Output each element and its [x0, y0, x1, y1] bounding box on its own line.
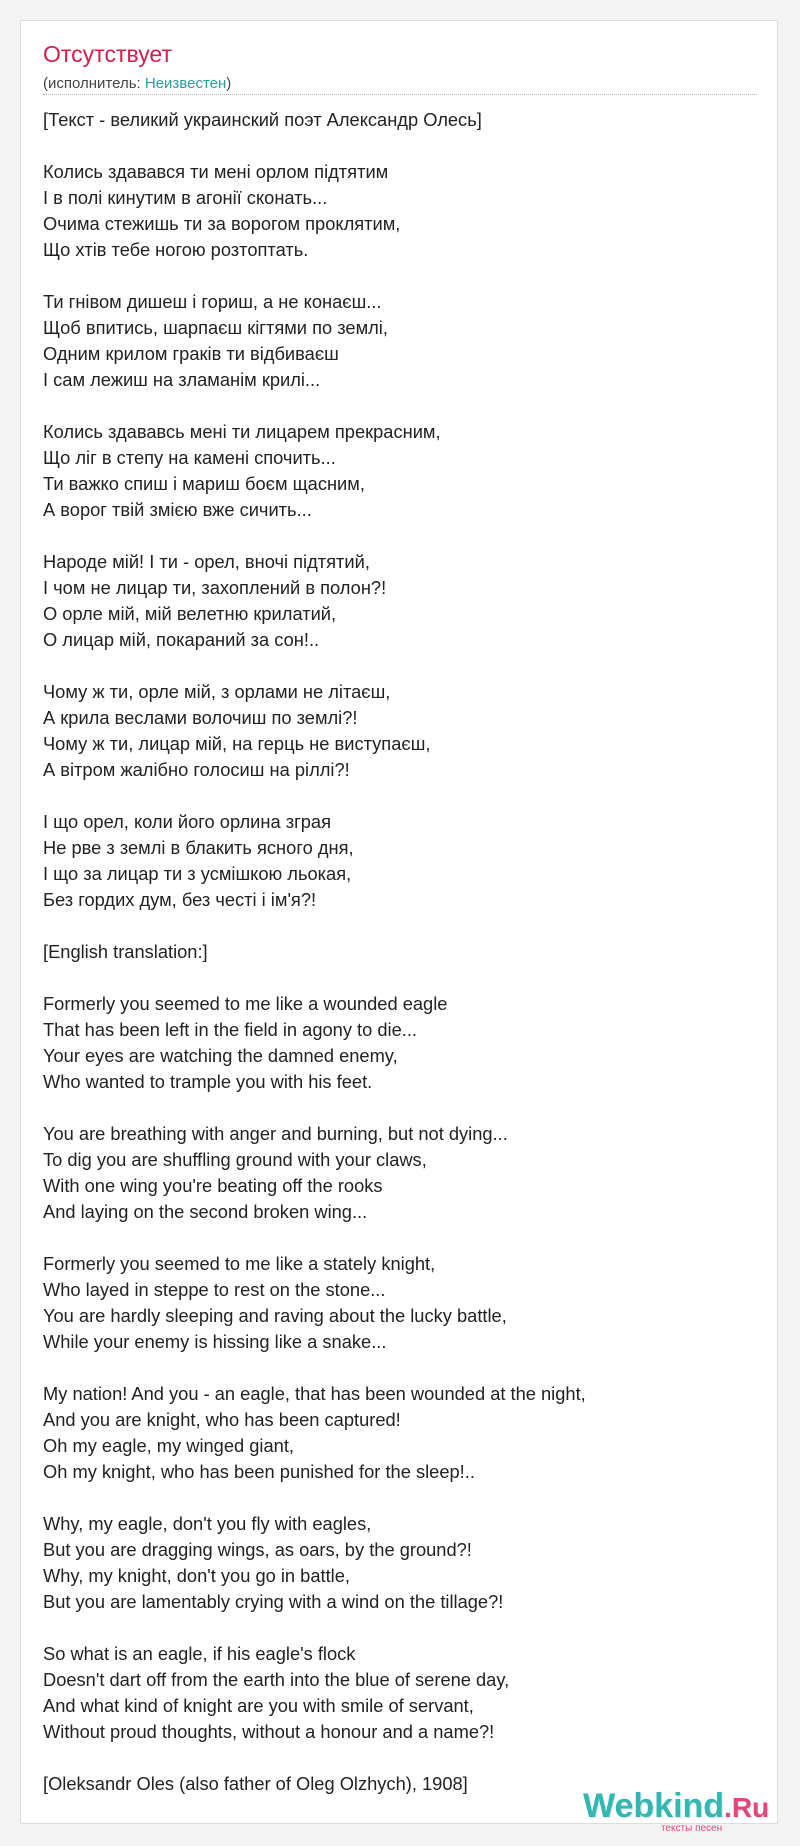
- lyric-line: І що за лицар ти з усмішкою льокая,: [43, 863, 352, 884]
- lyric-line: О орле мій, мій велетню крилатий,: [43, 603, 337, 624]
- lyric-line: Очима стежишь ти за ворогом проклятим,: [43, 213, 401, 234]
- lyric-line: Formerly you seemed to me like a stately knight,: [43, 1253, 436, 1274]
- lyric-line: Колись здавався ти мені орлом підтятим: [43, 161, 389, 182]
- lyric-line: А крила веслами волочиш по землі?!: [43, 707, 358, 728]
- stanza-break: [43, 1095, 763, 1121]
- lyric-line: Your eyes are watching the damned enemy,: [43, 1045, 398, 1066]
- performer-link[interactable]: Неизвестен: [144, 75, 227, 92]
- lyric-line: With one wing you're beating off the rooks: [43, 1175, 383, 1196]
- stanza-break: [43, 393, 763, 419]
- lyric-line: О лицар мій, покараний за сон!..: [43, 629, 320, 650]
- lyric-line: Колись здававсь мені ти лицарем прекрасним,: [43, 421, 441, 442]
- lyric-line: And what kind of knight are you with smile of servant,: [43, 1695, 474, 1716]
- lyric-line: Who layed in steppe to rest on the stone...: [43, 1279, 386, 1300]
- logo-tagline: тексты песен: [661, 1823, 723, 1834]
- stanza-break: [43, 783, 763, 809]
- lyric-line: Щоб впитись, шарпаєш кігтями по землі,: [43, 317, 388, 338]
- lyric-line: Що хтів тебе ногою розтоптать.: [43, 239, 309, 260]
- lyrics-card: [20, 20, 778, 1834]
- song-title: Отсутствует: [43, 41, 172, 67]
- lyric-line: So what is an eagle, if his eagle's flock: [43, 1643, 356, 1664]
- lyric-line: І що орел, коли його орлина зграя: [43, 811, 331, 832]
- lyric-line: Без гордих дум, без честі і ім'я?!: [43, 889, 317, 910]
- lyric-line: Who wanted to trample you with his feet.: [43, 1071, 373, 1092]
- lyric-line: To dig you are shuffling ground with your claws,: [43, 1149, 427, 1170]
- stanza-break: [43, 965, 763, 991]
- site-logo[interactable]: [583, 1789, 797, 1845]
- lyric-line: Одним крилом граків ти відбиваєш: [43, 343, 339, 364]
- logo-suffix: .Ru: [724, 1792, 770, 1823]
- lyric-line: Ти гнівом дишеш і гориш, а не конаєш...: [43, 291, 382, 312]
- lyric-line: Не рве з землі в блакить ясного дня,: [43, 837, 354, 858]
- lyric-line: А вітром жалібно голосиш на ріллі?!: [43, 759, 350, 780]
- stanza-break: [43, 1225, 763, 1251]
- lyric-line: And you are knight, who has been captured!: [43, 1409, 401, 1430]
- stanza-break: [43, 1485, 763, 1511]
- lyric-line: [English translation:]: [43, 941, 208, 962]
- lyric-line: Oh my eagle, my winged giant,: [43, 1435, 294, 1456]
- stanza-break: [43, 653, 763, 679]
- lyric-line: [Oleksandr Oles (also father of Oleg Olzhych), 1908]: [43, 1773, 468, 1794]
- stanza-break: [43, 523, 763, 549]
- lyric-line: While your enemy is hissing like a snake...: [43, 1331, 387, 1352]
- stanza-break: [43, 133, 763, 159]
- lyric-line: Formerly you seemed to me like a wounded eagle: [43, 993, 448, 1014]
- lyrics-body: [43, 107, 763, 1797]
- performer-line: [43, 76, 231, 91]
- lyric-line: А ворог твій змією вже сичить...: [43, 499, 312, 520]
- stanza-break: [43, 1355, 763, 1381]
- lyric-line: But you are lamentably crying with a wind on the tillage?!: [43, 1591, 504, 1612]
- stanza-break: [43, 1745, 763, 1771]
- performer-suffix: ): [226, 75, 232, 92]
- performer-prefix: (исполнитель:: [43, 75, 145, 92]
- lyric-line: І чом не лицар ти, захоплений в полон?!: [43, 577, 387, 598]
- stanza-break: [43, 263, 763, 289]
- stanza-break: [43, 913, 763, 939]
- lyric-line: Народе мій! І ти - орел, вночі підтятий,: [43, 551, 370, 572]
- lyric-line: My nation! And you - an eagle, that has been wounded at the night,: [43, 1383, 586, 1404]
- lyric-line: You are breathing with anger and burning, but not dying...: [43, 1123, 508, 1144]
- lyric-line: І сам лежиш на зламанім крилі...: [43, 369, 321, 390]
- lyric-line: Що ліг в степу на камені спочить...: [43, 447, 336, 468]
- lyric-line: And laying on the second broken wing...: [43, 1201, 368, 1222]
- logo-wordmark: [583, 1789, 769, 1823]
- lyric-line: [Текст - великий украинский поэт Александр Олесь]: [43, 109, 482, 130]
- lyric-line: Doesn't dart off from the earth into the blue of serene day,: [43, 1669, 510, 1690]
- lyric-line: Чому ж ти, лицар мій, на герць не виступаєш,: [43, 733, 431, 754]
- lyric-line: You are hardly sleeping and raving about the lucky battle,: [43, 1305, 507, 1326]
- lyric-line: Without proud thoughts, without a honour and a name?!: [43, 1721, 495, 1742]
- lyric-line: Why, my knight, don't you go in battle,: [43, 1565, 350, 1586]
- lyric-line: І в полі кинутим в агонії сконать...: [43, 187, 328, 208]
- stanza-break: [43, 1615, 763, 1641]
- lyric-line: That has been left in the field in agony to die...: [43, 1019, 417, 1040]
- lyric-line: Ти важко спиш і мариш боєм щасним,: [43, 473, 365, 494]
- lyric-line: But you are dragging wings, as oars, by the ground?!: [43, 1539, 472, 1560]
- lyric-line: Чому ж ти, орле мій, з орлами не літаєш,: [43, 681, 391, 702]
- logo-word: Webkind: [583, 1787, 725, 1825]
- lyric-line: Why, my eagle, don't you fly with eagles,: [43, 1513, 372, 1534]
- lyric-line: Oh my knight, who has been punished for the sleep!..: [43, 1461, 475, 1482]
- header-separator: [43, 94, 757, 95]
